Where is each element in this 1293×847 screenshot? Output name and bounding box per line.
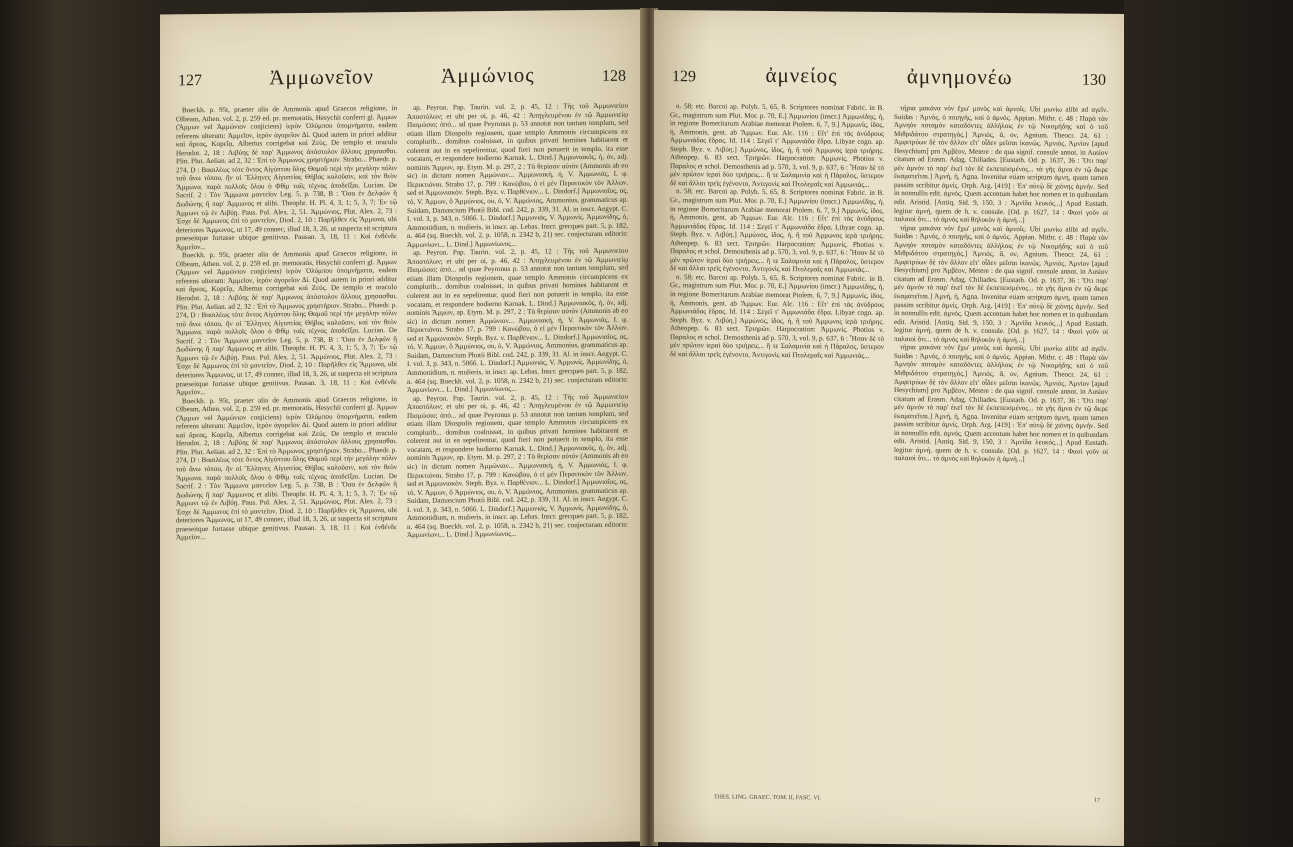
running-head-right: ἀμνημονέω — [906, 64, 1013, 90]
column-130 — [894, 104, 1108, 826]
right-page — [654, 10, 1124, 846]
running-head-left: Ἀμμωνεῖον — [269, 64, 374, 90]
column-text: Boeckh. p. 95t, praeter alia de Ammonis apud Graecos religione, in Olbeam, Athen. vol. 2, p. 259 ed. pr. memoratis, Hesychii conferri gl. Ἀμμων (Ἄμμων vel Ἀμμώνιον conjiciens) ἱερὸν Ὀλύμπου ὑπομνήματα, eadem referens ulterum: Ἀμμεῖον, ἱερὸν ἀγορεῖον Δί. Quod autem in priori additur καὶ ἄρεας, Kopεΐᾳ, Albertus corrigebat καὶ Ζεύς. De templo et oraculo Herodot. 2, 18 : Λιβύης δὲ παρ' Ἀμμωνος ἀπόστολον ἄλλους χρησασθαι. Plin. Plut. Aelian. ad 2, 32 : Ἐπὶ τὸ Ἀμμωνος χρηστήριον. Strabo... Phaedr. p. 274, D : Βασιλέως τότε ὄντος Αἰγύπτου ὅλης Θαμοῦ περὶ τὴν μεγάλην πόλιν τοῦ ἄνω τόπου, ἣν οἱ Ἕλληνες Αἰγυπτίας Θήβας καλοῦσιν, καὶ τὸν θεὸν Ἄμμωνα. παρὰ πολλοῖς ὅλου ὁ Φθίμ ταῖς τέχνας ἀποδεῖξαι. Lucian. De Sacrif. 2 : Τὸν Ἄμμωνα μαντεῖον Leg. 5, p. 738, B : Ὄσα ἐν Δελφῶν ἢ Δωδώνης ἢ παρ' Ἀμμωνος et alibi. Theophr. H. Pl. 4, 3, 1; 5, 3, 7; Ἐν τῷ Ἀμμωνι τῷ ἐν Λιβύῃ. Paus. Pol. Alex. 2, 51. Ἀμμώνιος, Plut. Alex. 2, 73 : Ἐσχε δὲ Ἀμμωνος ἐπὶ τὸ μαντεῖον, Diod. 2, 10 : Παρῆλθεν εἰς Ἄμμωνα, ubi deteriores Ἄμμωνος, ut 17, 49 connec, illud 18, 3, 26, ut suspecta sit scriptura praeseitque fortasse ubique genitivus. Pausan. 3, 18, 11 : Καὶ ἐνθένδε Ἀμμεῖον... — [176, 104, 397, 252]
right-page-header — [672, 62, 1106, 106]
right-page-columns — [670, 102, 1108, 826]
column-text-repeat: n. 58; etc. Barcoi ap. Polyb. 5, 65, 8. Scriptores nominat Fabric. in B. Gr., magistrum sum Plut. Mor. p. 70, E.] Ἀμμωνίου (inscr.) Ἀμμωνίδης, ή, in regione Bomeritarum Arabiae memorat Ptolem. 6, 7, 9.] Ἀμμωνίς, ίδος, ή, Ammonis, gent. ab Ἄμμων. Eur. Alc. 116 : Εἴτ' ἐπὶ τὰς ἀνύδρους Ἀμμωνιάδας ἕδρας. Id. 114 : Σεγεῖ τ' Ἀμμωνιάδα ἕδρα. Libyae cogn. ap. Steph. Byz. v. Λιβύη.] Ἀμμώνος, ίδος, ή, ἢ τοῦ Ἀμμωνος ἱερὰ τριήρης. Atheopep. 6. 83 sect. Τριηρῶν. Harpocration: Ἀμμωνίς. Photios v. Παραλος et schol. Demosthenis ad p. 570, 3, vol. 9, p. 637, 6 : Ἦσαν δὲ τὸ μὲν πρῶτον ἱεραὶ δύο τριήρεις... ἢ τε Σαλαμινία καὶ ἡ Πάραλος, ὕστερον δὲ καὶ ἄλλαι τρεῖς ἐγένοντο, Ἀντιγονὶς καὶ Πτολεμαΐς καὶ Ἀμμωνιάς... — [670, 273, 884, 360]
signature-line: THES. LING. GRAEC. TOM. II, FASC. VI. — [714, 794, 822, 802]
book-cover-left — [0, 0, 160, 846]
column-127 — [176, 104, 397, 826]
column-text: n. 58; etc. Barcoi ap. Polyb. 5, 65, 8. Scriptores nominat Fabric. in B. Gr., magistrum sum Plut. Mor. p. 70, E.] Ἀμμωνίου (inscr.) Ἀμμωνίδης, ή, in regione Bomeritarum Arabiae memorat Ptolem. 6, 7, 9.] Ἀμμωνίς, ίδος, ή, Ammonis, gent. ab Ἄμμων. Eur. Alc. 116 : Εἴτ' ἐπὶ τὰς ἀνύδρους Ἀμμωνιάδας ἕδρας. Id. 114 : Σεγεῖ τ' Ἀμμωνιάδα ἕδρα. Libyae cogn. ap. Steph. Byz. v. Λιβύη.] Ἀμμώνος, ίδος, ή, ἢ τοῦ Ἀμμωνος ἱερὰ τριήρης. Atheopep. 6. 83 sect. Τριηρῶν. Harpocration: Ἀμμωνίς. Photios v. Παραλος et schol. Demosthenis ad p. 570, 3, vol. 9, p. 637, 6 : Ἦσαν δὲ τὸ μὲν πρῶτον ἱεραὶ δύο τριήρεις... ἢ τε Σαλαμινία καὶ ἡ Πάραλος, ὕστερον δὲ καὶ ἄλλαι τρεῖς ἐγένοντο, Ἀντιγονὶς καὶ Πτολεμαΐς καὶ Ἀμμωνιάς... — [670, 102, 884, 189]
column-text-repeat: ap. Peyron. Pap. Taurin. vol. 2, p. 45, 12 : Τῆς τοῦ Ἀμμωνιείου Ἀποστόλων; et ubi per oi, p. 46, 42 : Ἀπηγλευμένου ἐν τῷ Ἀμμωνιείῳ Πισμώσιο; ἀπό... ad quae Peyronus p. 53 annotat non tantum templum, sed etiam illam Diospolis regionem, quae templo Ammonis circumpicens ex complurib... domibus coalnisset, in quibus privati homines habitarent et colerent aut in ea sepelirentur, quod fieri non potuerit in templo, ita esse vocatam, et respondere hodierno Karnak. L. Dind.] Ἀμμωνιακός, ή, όν, adj. nominis Ἄμμων, ap. Etym. M. p. 297, 2 : Τὰ θερίσαν αὐτὸν (Ammonis ab eo sic) in dictum nomen Ἀμμώνιον... Ἀμμωνιακὴ, ή, V. Ἀμμωνιάς, I. φ. Περικτιόναι. Strabo 17, p. 799 : Κανώβου, ὁ εἰ μὲν Περσιτικὸν τὸν Ἀλλων. sed et Ἀμμωνιακὸν. Steph. Byz. v. Παρθένιον... L. Dindorf.] Ἀμμωνιαῖος, ας, τό, V. Ἀμμων, ὃ Ἀμμώνιος, ου, ὁ, V. Ἀμμώνιος, Ammonius, grammaticus ap. Suidam, Damascium Photii Bibl. cod. 242, p. 339, 31. Al. in inscr. Aegypt. C. I. vol. 3, p. 343, n. 5066. L. Dindorf.] Ἀμμωνιάς, V. Ἀμμωνίς. Ἀμμωνίδης, ὁ, Ammonidium, n. mulieris, in inscr. ap. Lebas. Inscr. grecques part. 5, p. 182, n. 464 (sq. Boeckh. vol. 2, p. 1058, n. 2342 b, 21) sec. conjecturam editoris: Ἀμμωνίωνι... L. Dind.] Ἀμμωνίωνος... — [407, 246, 628, 394]
column-128 — [407, 102, 628, 824]
left-page — [160, 9, 644, 846]
page-number-129: 129 — [672, 68, 696, 86]
left-page-columns — [176, 102, 628, 827]
page-number-128: 128 — [601, 67, 626, 85]
book-cover-right — [1124, 0, 1293, 846]
column-text-repeat: ap. Peyron. Pap. Taurin. vol. 2, p. 45, 12 : Τῆς τοῦ Ἀμμωνιείου Ἀποστόλων; et ubi per oi, p. 46, 42 : Ἀπηγλευμένου ἐν τῷ Ἀμμωνιείῳ Πισμώσιο; ἀπό... ad quae Peyronus p. 53 annotat non tantum templum, sed etiam illam Diospolis regionem, quae templo Ammonis circumpicens ex complurib... domibus coalnisset, in quibus privati homines habitarent et colerent aut in ea sepelirentur, quod fieri non potuerit in templo, ita esse vocatam, et respondere hodierno Karnak. L. Dind.] Ἀμμωνιακός, ή, όν, adj. nominis Ἄμμων, ap. Etym. M. p. 297, 2 : Τὰ θερίσαν αὐτὸν (Ammonis ab eo sic) in dictum nomen Ἀμμώνιον... Ἀμμωνιακὴ, ή, V. Ἀμμωνιάς, I. φ. Περικτιόναι. Strabo 17, p. 799 : Κανώβου, ὁ εἰ μὲν Περσιτικὸν τὸν Ἀλλων. sed et Ἀμμωνιακὸν. Steph. Byz. v. Παρθένιον... L. Dindorf.] Ἀμμωνιαῖος, ας, τό, V. Ἀμμων, ὃ Ἀμμώνιος, ου, ὁ, V. Ἀμμώνιος, Ammonius, grammaticus ap. Suidam, Damascium Photii Bibl. cod. 242, p. 339, 31. Al. in inscr. Aegypt. C. I. vol. 3, p. 343, n. 5066. L. Dindorf.] Ἀμμωνιάς, V. Ἀμμωνίς. Ἀμμωνίδης, ὁ, Ammonidium, n. mulieris, in inscr. ap. Lebas. Inscr. grecques part. 5, p. 182, n. 464 (sq. Boeckh. vol. 2, p. 1058, n. 2342 b, 21) sec. conjecturam editoris: Ἀμμωνίωνι... L. Dind.] Ἀμμωνίωνος... — [407, 392, 628, 540]
signature-number: 17 — [1094, 797, 1100, 804]
column-text-repeat: Boeckh. p. 95t, praeter alia de Ammonis apud Graecos religione, in Olbeam, Athen. vol. 2, p. 259 ed. pr. memoratis, Hesychii conferri gl. Ἀμμων (Ἄμμων vel Ἀμμώνιον conjiciens) ἱερὸν Ὀλύμπου ὑπομνήματα, eadem referens ulterum: Ἀμμεῖον, ἱερὸν ἀγορεῖον Δί. Quod autem in priori additur καὶ ἄρεας, Kopεΐᾳ, Albertus corrigebat καὶ Ζεύς. De templo et oraculo Herodot. 2, 18 : Λιβύης δὲ παρ' Ἀμμωνος ἀπόστολον ἄλλους χρησασθαι. Plin. Plut. Aelian. ad 2, 32 : Ἐπὶ τὸ Ἀμμωνος χρηστήριον. Strabo... Phaedr. p. 274, D : Βασιλέως τότε ὄντος Αἰγύπτου ὅλης Θαμοῦ περὶ τὴν μεγάλην πόλιν τοῦ ἄνω τόπου, ἣν οἱ Ἕλληνες Αἰγυπτίας Θήβας καλοῦσιν, καὶ τὸν θεὸν Ἄμμωνα. παρὰ πολλοῖς ὅλου ὁ Φθίμ ταῖς τέχνας ἀποδεῖξαι. Lucian. De Sacrif. 2 : Τὸν Ἄμμωνα μαντεῖον Leg. 5, p. 738, B : Ὄσα ἐν Δελφῶν ἢ Δωδώνης ἢ παρ' Ἀμμωνος et alibi. Theophr. H. Pl. 4, 3, 1; 5, 3, 7; Ἐν τῷ Ἀμμωνι τῷ ἐν Λιβύῃ. Paus. Pol. Alex. 2, 51. Ἀμμώνιος, Plut. Alex. 2, 73 : Ἐσχε δὲ Ἀμμωνος ἐπὶ τὸ μαντεῖον, Diod. 2, 10 : Παρῆλθεν εἰς Ἄμμωνα, ubi deteriores Ἄμμωνος, ut 17, 49 connec, illud 18, 3, 26, ut suspecta sit scriptura praeseitque fortasse ubique genitivus. Pausan. 3, 18, 11 : Καὶ ἐνθένδε Ἀμμεῖον... — [176, 394, 397, 542]
page-number-127: 127 — [178, 72, 202, 90]
column-text-repeat: τήρια μακάνα νόν ἔχω' μονὸς καὶ ἀμνοῖς. Ubi μωνίω alibi ad αγεῖν. Suidas : Ἀμνός, ὁ ποιηγής, καὶ ὁ ἀμνός. Appian. Mithr. c. 48 : Παρὰ τὰν Ἀμνηὸν ποταμὸν καταδόντες ἀλλήλοις ἐν τῷ Νικομήδης καὶ ὁ τοῦ Μιθριδάτου στρατηγὸς.] Ἀμνιός, ᾶ, ον, Agnium. Theocr. 24, 61 : Ἀμφιτρύων δὲ τὸν ἄλλον εἴτ' οἶδεν μεῖσαι ἰκανῶς. Ἀμνιός, Ἀμνίον [apud Hesychium] pro Ἀμβέον, Metere : de qua signif. consule annot. in Ausiov citatum ad Erasm. Adag. Chiliades. [Eustath. Od. p. 1637, 36 : Ὅτι παρ' μὲν ἀμνόν τὸ παρ' ἐκεῖ τὸν δὲ ἐκπεπεισμένος... τὰ γῆς ἄμνα ἐν τῷ ἄκρε ἐκαματεῖται.] Ἀμνή, ή, Agna. Invenitur etiam scriptum ἀμνη, quam tamen passim scribitur ἀμνίς. Orph. Arg. [419] : Ἐπ' αὐτῷ δὲ χιόνης ἀμνήν. Sed in nonnullis edit. ἀμνός. Quem accentum habet hoc nomen et in quibusdam edit. Aristid. [Antiq. Sid. 9, 150, 3 : Ἀμνίδα λευκός...] Apud Eustath. legitur ἀμνή, quem de h. v. consule. [Od. p. 1627, 14 : Φασὶ γοῦν οἱ παλαιοὶ ὅτι... τὸ ἀμνὸς καὶ θηλυκὸν ἡ ἀμνή...] — [894, 343, 1108, 464]
column-text-repeat: τήρια μακάνα νόν ἔχω' μονὸς καὶ ἀμνοῖς. Ubi μωνίω alibi ad αγεῖν. Suidas : Ἀμνός, ὁ ποιηγής, καὶ ὁ ἀμνός. Appian. Mithr. c. 48 : Παρὰ τὰν Ἀμνηὸν ποταμὸν καταδόντες ἀλλήλοις ἐν τῷ Νικομήδης καὶ ὁ τοῦ Μιθριδάτου στρατηγὸς.] Ἀμνιός, ᾶ, ον, Agnium. Theocr. 24, 61 : Ἀμφιτρύων δὲ τὸν ἄλλον εἴτ' οἶδεν μεῖσαι ἰκανῶς. Ἀμνιός, Ἀμνίον [apud Hesychium] pro Ἀμβέον, Metere : de qua signif. consule annot. in Ausiov citatum ad Erasm. Adag. Chiliades. [Eustath. Od. p. 1637, 36 : Ὅτι παρ' μὲν ἀμνόν τὸ παρ' ἐκεῖ τὸν δὲ ἐκπεπεισμένος... τὰ γῆς ἄμνα ἐν τῷ ἄκρε ἐκαματεῖται.] Ἀμνή, ή, Agna. Invenitur etiam scriptum ἀμνη, quam tamen passim scribitur ἀμνίς. Orph. Arg. [419] : Ἐπ' αὐτῷ δὲ χιόνης ἀμνήν. Sed in nonnullis edit. ἀμνός. Quem accentum habet hoc nomen et in quibusdam edit. Aristid. [Antiq. Sid. 9, 150, 3 : Ἀμνίδα λευκός...] Apud Eustath. legitur ἀμνή, quem de h. v. consule. [Od. p. 1627, 14 : Φασὶ γοῦν οἱ παλαιοὶ ὅτι... τὸ ἀμνὸς καὶ θηλυκὸν ἡ ἀμνή...] — [894, 223, 1108, 344]
column-text-repeat: Boeckh. p. 95t, praeter alia de Ammonis apud Graecos religione, in Olbeam, Athen. vol. 2, p. 259 ed. pr. memoratis, Hesychii conferri gl. Ἀμμων (Ἄμμων vel Ἀμμώνιον conjiciens) ἱερὸν Ὀλύμπου ὑπομνήματα, eadem referens ulterum: Ἀμμεῖον, ἱερὸν ἀγορεῖον Δί. Quod autem in priori additur καὶ ἄρεας, Kopεΐᾳ, Albertus corrigebat καὶ Ζεύς. De templo et oraculo Herodot. 2, 18 : Λιβύης δὲ παρ' Ἀμμωνος ἀπόστολον ἄλλους χρησασθαι. Plin. Plut. Aelian. ad 2, 32 : Ἐπὶ τὸ Ἀμμωνος χρηστήριον. Strabo... Phaedr. p. 274, D : Βασιλέως τότε ὄντος Αἰγύπτου ὅλης Θαμοῦ περὶ τὴν μεγάλην πόλιν τοῦ ἄνω τόπου, ἣν οἱ Ἕλληνες Αἰγυπτίας Θήβας καλοῦσιν, καὶ τὸν θεὸν Ἄμμωνα. παρὰ πολλοῖς ὅλου ὁ Φθίμ ταῖς τέχνας ἀποδεῖξαι. Lucian. De Sacrif. 2 : Τὸν Ἄμμωνα μαντεῖον Leg. 5, p. 738, B : Ὄσα ἐν Δελφῶν ἢ Δωδώνης ἢ παρ' Ἀμμωνος et alibi. Theophr. H. Pl. 4, 3, 1; 5, 3, 7; Ἐν τῷ Ἀμμωνι τῷ ἐν Λιβύῃ. Paus. Pol. Alex. 2, 51. Ἀμμώνιος, Plut. Alex. 2, 73 : Ἐσχε δὲ Ἀμμωνος ἐπὶ τὸ μαντεῖον, Diod. 2, 10 : Παρῆλθεν εἰς Ἄμμωνα, ubi deteriores Ἄμμωνος, ut 17, 49 connec, illud 18, 3, 26, ut suspecta sit scriptura praeseitque fortasse ubique genitivus. Pausan. 3, 18, 11 : Καὶ ἐνθένδε Ἀμμεῖον... — [176, 249, 397, 397]
page-number-130: 130 — [1082, 71, 1106, 89]
running-head-left: ἀμνείος — [765, 62, 838, 88]
column-text: ap. Peyron. Pap. Taurin. vol. 2, p. 45, 12 : Τῆς τοῦ Ἀμμωνιείου Ἀποστόλων; et ubi per oi, p. 46, 42 : Ἀπηγλευμένου ἐν τῷ Ἀμμωνιείῳ Πισμώσιο; ἀπό... ad quae Peyronus p. 53 annotat non tantum templum, sed etiam illam Diospolis regionem, quae templo Ammonis circumpicens ex complurib... domibus coalnisset, in quibus privati homines habitarent et colerent aut in ea sepelirentur, quod fieri non potuerit in templo, ita esse vocatam, et respondere hodierno Karnak. L. Dind.] Ἀμμωνιακός, ή, όν, adj. nominis Ἄμμων, ap. Etym. M. p. 297, 2 : Τὰ θερίσαν αὐτὸν (Ammonis ab eo sic) in dictum nomen Ἀμμώνιον... Ἀμμωνιακὴ, ή, V. Ἀμμωνιάς, I. φ. Περικτιόναι. Strabo 17, p. 799 : Κανώβου, ὁ εἰ μὲν Περσιτικὸν τὸν Ἀλλων. sed et Ἀμμωνιακὸν. Steph. Byz. v. Παρθένιον... L. Dindorf.] Ἀμμωνιαῖος, ας, τό, V. Ἀμμων, ὃ Ἀμμώνιος, ου, ὁ, V. Ἀμμώνιος, Ammonius, grammaticus ap. Suidam, Damascium Photii Bibl. cod. 242, p. 339, 31. Al. in inscr. Aegypt. C. I. vol. 3, p. 343, n. 5066. L. Dindorf.] Ἀμμωνιάς, V. Ἀμμωνίς. Ἀμμωνίδης, ὁ, Ammonidium, n. mulieris, in inscr. ap. Lebas. Inscr. grecques part. 5, p. 182, n. 464 (sq. Boeckh. vol. 2, p. 1058, n. 2342 b, 21) sec. conjecturam editoris: Ἀμμωνίωνι... L. Dind.] Ἀμμωνίωνος... — [407, 101, 628, 249]
column-text: τήρια μακάνα νόν ἔχω' μονὸς καὶ ἀμνοῖς. Ubi μωνίω alibi ad αγεῖν. Suidas : Ἀμνός, ὁ ποιηγής, καὶ ὁ ἀμνός. Appian. Mithr. c. 48 : Παρὰ τὰν Ἀμνηὸν ποταμὸν καταδόντες ἀλλήλοις ἐν τῷ Νικομήδης καὶ ὁ τοῦ Μιθριδάτου στρατηγὸς.] Ἀμνιός, ᾶ, ον, Agnium. Theocr. 24, 61 : Ἀμφιτρύων δὲ τὸν ἄλλον εἴτ' οἶδεν μεῖσαι ἰκανῶς. Ἀμνιός, Ἀμνίον [apud Hesychium] pro Ἀμβέον, Metere : de qua signif. consule annot. in Ausiov citatum ad Erasm. Adag. Chiliades. [Eustath. Od. p. 1637, 36 : Ὅτι παρ' μὲν ἀμνόν τὸ παρ' ἐκεῖ τὸν δὲ ἐκπεπεισμένος... τὰ γῆς ἄμνα ἐν τῷ ἄκρε ἐκαματεῖται.] Ἀμνή, ή, Agna. Invenitur etiam scriptum ἀμνη, quam tamen passim scribitur ἀμνίς. Orph. Arg. [419] : Ἐπ' αὐτῷ δὲ χιόνης ἀμνήν. Sed in nonnullis edit. ἀμνός. Quem accentum habet hoc nomen et in quibusdam edit. Aristid. [Antiq. Sid. 9, 150, 3 : Ἀμνίδα λευκός...] Apud Eustath. legitur ἀμνή, quem de h. v. consule. [Od. p. 1627, 14 : Φασὶ γοῦν οἱ παλαιοὶ ὅτι... τὸ ἀμνὸς καὶ θηλυκὸν ἡ ἀμνή...] — [894, 104, 1108, 225]
column-text-repeat: n. 58; etc. Barcoi ap. Polyb. 5, 65, 8. Scriptores nominat Fabric. in B. Gr., magistrum sum Plut. Mor. p. 70, E.] Ἀμμωνίου (inscr.) Ἀμμωνίδης, ή, in regione Bomeritarum Arabiae memorat Ptolem. 6, 7, 9.] Ἀμμωνίς, ίδος, ή, Ammonis, gent. ab Ἄμμων. Eur. Alc. 116 : Εἴτ' ἐπὶ τὰς ἀνύδρους Ἀμμωνιάδας ἕδρας. Id. 114 : Σεγεῖ τ' Ἀμμωνιάδα ἕδρα. Libyae cogn. ap. Steph. Byz. v. Λιβύη.] Ἀμμώνος, ίδος, ή, ἢ τοῦ Ἀμμωνος ἱερὰ τριήρης. Atheopep. 6. 83 sect. Τριηρῶν. Harpocration: Ἀμμωνίς. Photios v. Παραλος et schol. Demosthenis ad p. 570, 3, vol. 9, p. 637, 6 : Ἦσαν δὲ τὸ μὲν πρῶτον ἱεραὶ δύο τριήρεις... ἢ τε Σαλαμινία καὶ ἡ Πάραλος, ὕστερον δὲ καὶ ἄλλαι τρεῖς ἐγένοντο, Ἀντιγονὶς καὶ Πτολεμαΐς καὶ Ἀμμωνιάς... — [670, 187, 884, 275]
left-page-header — [178, 62, 626, 107]
running-head-right: Ἀμμώνιος — [441, 62, 535, 88]
column-129 — [670, 102, 884, 824]
